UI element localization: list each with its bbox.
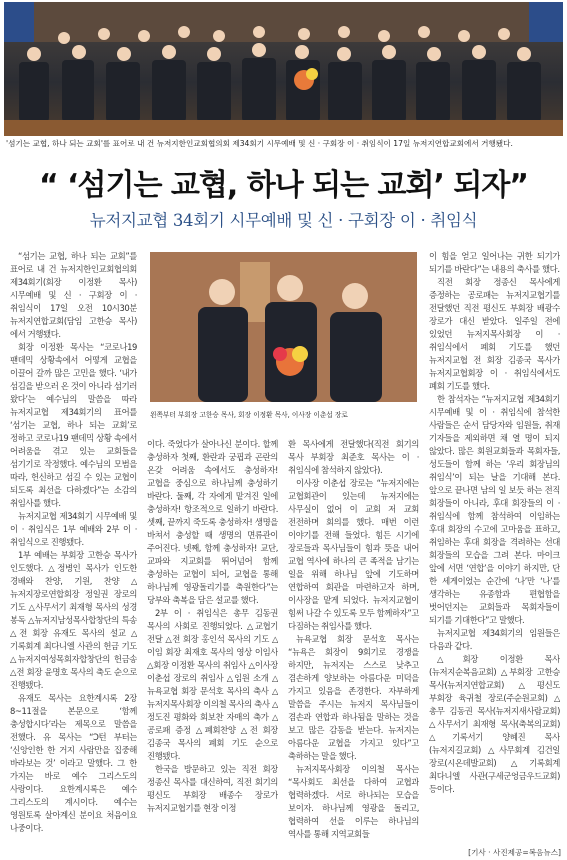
paragraph: 이다. 죽었다가 살아나신 분이다. 할께 충성하자 첫째, 환란과 궁핍과 곤란의 온갖 어려움 속에서도 충성하자! 교협을 중심으로 하나님께 충성하기 바란다. 둘째, 각 자에게 맡겨진 일에 충성하자! 항조적으로 일하기 바란다. 셋째, 끝까지 죽도록 충성하자! 생명을 바쳐서 충성할 때 생명의 면류관이 주어진다. 넷째, 함께 충성하자! 교단, 교파와 지교회를 뛰어넘어 함께 충성하는 교협이 되어, 교협을 통해 하나님께 영광돌리기를 축원한다”는 당부와 축복을 담은 설교를 했다. [147, 439, 278, 605]
article-column-3 [288, 438, 419, 858]
paragraph: “섬기는 교협, 하나 되는 교회”를 표어로 내 건 뉴저지한인교회협의회 제34회기(회장 이정환 목사) 시무예배 및 신 · 구회장 이 · 취임식이 17일 오전 10시30분 뉴저지연합교회(담임 고한승 목사)에서 거행됐다. [10, 251, 137, 339]
article-column-1 [10, 250, 137, 858]
paragraph: 환 목사에게 전달했다(직전 회기의 목사 부회장 최준호 목사는 이 · 취임식에 참석하지 않았다). [288, 439, 419, 475]
headline: “ ‘섬기는 교협, 하나 되는 교회’ 되자” [38, 168, 529, 203]
leaders-photo-illustration [150, 252, 417, 402]
photo-credit: [기사 · 사진제공=복음뉴스] [468, 848, 561, 857]
top-photo-caption: '섬기는 교협, 하나 되는 교회'를 표어로 내 건 뉴저지한인교회협의회 제34회기 시무예배 및 신 · 구회장 이 · 취임식이 17일 뉴저지연합교회에서 거행됐다. [6, 139, 513, 148]
top-photo [4, 2, 563, 136]
paragraph: 직전 회장 정종신 목사에게 증정하는 공로패는 뉴저지교협기를 전달했던 직전 평신도 부회장 배광수 장로가 대신 받았다. 일주일 전에 있었던 뉴저지목사회장 이 · 취임식에서 폐회 기도를 했던 뉴저지교협 전 회장 김종국 목사가 뉴저지교협회장 이 · 취임식에서도 폐회 기도를 했다. [429, 277, 560, 391]
article-column-2 [147, 438, 278, 858]
paragraph: 뉴저지교협 제34회기의 임원들은 다음과 같다. [429, 628, 560, 651]
group-photo-illustration [4, 2, 563, 136]
paragraph: 회장 이정환 목사는 “코로나19 팬데믹 상황속에서 어떻게 교협을 이끌어 갈까 많은 고민을 했다. ‘내가 섬김을 받으러 온 것이 아니라 섬기러 왔다’는 예수님의 말씀을 따라 뉴저지교협 제34회기의 표어를 ‘섬기는 교협, 하나 되는 교회’로 정하고 코로나19 팬데믹 상황 속에서 어려움을 겪고 있는 교회들을 섬기기로 작정했다. 예수님의 모범을 따라, 헌신하고 섬길 수 있는 교협이 되도록 최선을 다하겠다”는 소감의 취임사를 했다. [10, 342, 137, 508]
paragraph: 2부 이 · 취임식은 총무 김동권 목사의 사회로 진행되었다. △교협기 전달 △전 회장 홍인석 목사의 기도 △이임 회장 최재호 목사의 영상 이임사 △회장 이정환 목사의 취임사 △이사장 이춘섭 장로의 취임사 △임원 소개 △뉴욕교협 회장 문석호 목사의 축사 △뉴저지목사회장 이의철 목사의 축사 △정도진 평화와 회보찬 자매의 축가 △공로패 증정 △폐회찬양 △전 회장 김종국 목사의 폐회 기도 순으로 진행됐다. [147, 608, 278, 761]
subheadline: 뉴저지교협 34회기 시무예배 및 신 · 구회장 이 · 취임식 [89, 211, 478, 230]
paragraph: 한국을 방문하고 있는 직전 회장 정종신 목사를 대신하여, 직전 회기의 평신도 부회장 배종수 장로가 뉴저지교협기를 현장 이정 [147, 764, 278, 813]
paragraph: 1부 예배는 부회장 고한승 목사가 인도했다. △정병인 목사가 인도한 경배와 찬양, 기원, 찬양 △뉴저지장로연합회장 정일권 장로의 기도 △사무서기 최재형 목사의 성경 봉독 △뉴저지남성목사합창단의 특송 △전 회장 유재도 목사의 설교 △기록회계 최다니엘 사관의 헌금 기도 △뉴저지여성목회자합창단의 헌금송 △전 회장 윤명호 목사의 축도 순으로 진행됐다. [10, 550, 137, 690]
paragraph: 유재도 목사는 요한계시록 2장 8~11절을 본문으로 ‘함께 충성합시다’라는 제목으로 말씀을 전했다. 유 목사는 “Ͻ턴 부터는 ‘신앙인한 한 거지 사람만을 집중해 바라보는 것’ 이라고 말했다. 그 한 가지는 바로 예수 그리스도의 사랑이다. 요한계시록은 예수 그리스도의 계시이다. 예수는 영원토록 살아계신 분이요 처음이요 나중이다. [10, 693, 137, 833]
article-column-4 [429, 250, 560, 858]
paragraph: 한 참석자는 “뉴저지교협 제34회기 시무예배 및 이 · 취임식에 참석한 사람들은 순서 담당자와 임원들, 취재 기자들을 제외하면 채 열 명이 되지 않았다. 많은 회원교회들과 목회자들, 성도들이 함께 하는 ‘우리 회장님의 취임식’이 되는 날을 기대해 본다. 앞으로 끝나면 남의 일 보듯 하는 전직 회장들이 아니라, 후대 회장들의 이 · 취임식에 함께 참석하여 이임하는 후대 회장의 수고에 고마움을 표하고, 취임하는 후대 회장을 격려하는 선대 회장들의 모습을 그려 본다. 마이크 앞에 서면 ‘연합’을 이야기 하지만, 단 한 세게이었는 순간에 ‘나’만 ‘나’를 생각하는 유종함과 편협함을 벗어던지는 교회들과 목회자들이 되기를 기대한다”고 말했다. [429, 394, 560, 625]
paragraph: 이사장 이춘섭 장로는 “뉴저지에는 교협회관이 있는데 뉴저지에는 사무실이 없어 이 교회 저 교회 전전하며 회의를 했다. 매번 이런 이야기를 전해 들었다. 힘든 시기에 장로들과 목사님들이 힘과 뜻을 내어 교협 역사에 하나의 큰 족적을 남기는 일을 위해 하나님 앞에 기도하며 연합하여 회관을 마련하고자 하며, 이사장을 맡게 되었다. 뉴저지교협이 힘써 나갈 수 있도록 모두 함께하자”고 다짐하는 취임사를 했다. [288, 478, 419, 631]
paragraph: 뉴저지목사회장 이의철 목사는 “목사회도 최선을 다하여 교협과 협력하겠다. 서로 하나되는 모습을 보이자. 하나님께 영광을 돌리고, 협력하여 선을 이루는 하나님의 역사를 통해 지역교회들 [288, 764, 419, 839]
paragraph: △회장 이정환 목사(뉴저지순복음교회) △부회장 고한승 목사(뉴저지연합교회) △평신도 부회장 육귀철 장로(주순원교회) △총무 김동권 목사(뉴저지새사람교회) △사무서기 최재형 목사(축복의교회) △기록서기 양혜진 목사(뉴저지길교회) △사무회계 김건일 장로(시온데발교회) △기록회계 최다니엘 사관(구세군엉금우드교회) 등이다. [429, 654, 560, 794]
paragraph: 뉴저지교협 제34회기 시무예배 및 이 · 취임식은 1부 예배와 2부 이 · 취임식으로 진행됐다. [10, 511, 137, 547]
leaders-photo [150, 252, 417, 402]
paragraph: 이 힘을 얻고 일어나는 귀한 되기가 되기를 바란다”는 내용의 축사를 했다. [429, 251, 560, 274]
paragraph: 뉴욕교협 회장 문석호 목사는 “뉴욕은 회장이 9회기로 경쟁을 하지만, 뉴저지는 스스로 낮추고 겸손하게 양보하는 아름다운 미덕을 가지고 있음을 존경한다. 자부하게 말씀을 주시는 뉴저지 목사님들이 겸손과 연합과 하나됨을 말하는 것을 보고 많은 감동을 받는다. 뉴저지는 아름다운 교협을 가지고 있다”고 축하하는 말을 했다. [288, 634, 419, 761]
leaders-photo-caption: 왼쪽부터 부회장 고한승 목사, 회장 이정환 목사, 이사장 이춘섭 장로 [150, 411, 348, 419]
